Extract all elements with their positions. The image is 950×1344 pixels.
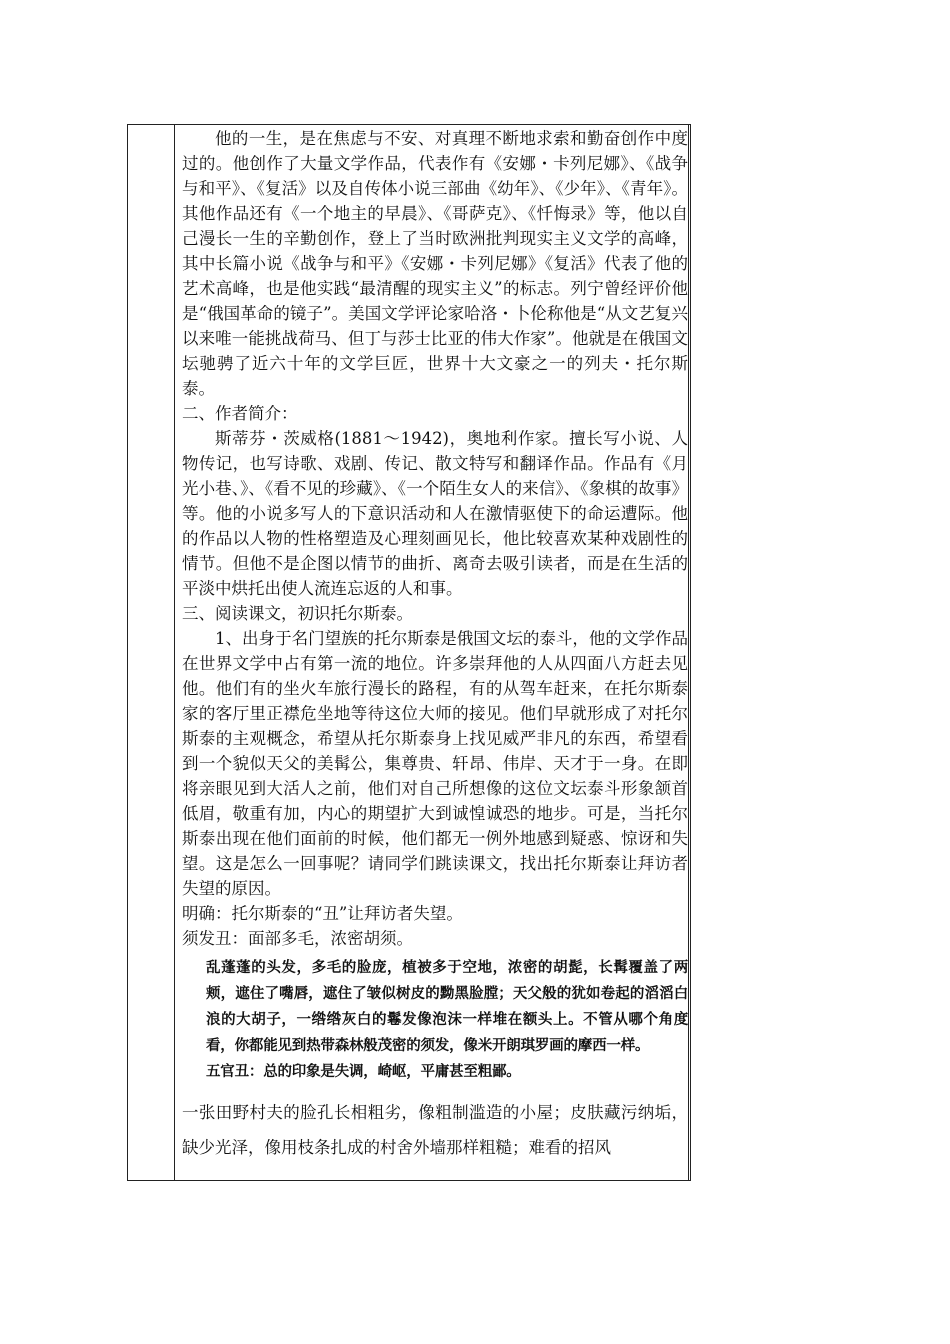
table-column-divider-right — [688, 125, 689, 1180]
paragraph-tolstoy-life: 他的一生，是在焦虑与不安、对真理不断地求索和勤奋创作中度过的。他创作了大量文学作品，代表作有《安娜・卡列尼娜》、《战争与和平》、《复活》以及自传体小说三部曲《幼年》、《少年》、《青年》。其他作品还有《一个地主的早晨》、《哥萨克》、《忏悔录》等，他以自己漫长一生的辛勤创作，登上了当时欧洲批判现实主义文学的高峰，其中长篇小说《战争与和平》《安娜・卡列尼娜》《复活》代表了他的艺术高峰，也是他实践“最清醒的现实主义”的标志。列宁曾经评价他是“俄国革命的镜子”。美国文学评论家哈洛・卜伦称他是“从文艺复兴以来唯一能挑战荷马、但丁与莎士比亚的伟大作家”。他就是在俄国文坛驰骋了近六十年的文学巨匠，世界十大文豪之一的列夫・托尔斯泰。 — [182, 129, 688, 398]
quoted-passage — [206, 955, 688, 1085]
quote-hair-description: 乱蓬蓬的头发，多毛的脸庞，植被多于空地，浓密的胡髭，长髯覆盖了两颊，遮住了嘴唇，遮住了皱似树皮的黝黑脸膛；天父般的犹如卷起的滔滔白浪的大胡子，一绺绺灰白的鬈发像泡沫一样堆在额头上。不管从哪个角度看，你都能见到热带森林般茂密的须发，像米开朗琪罗画的摩西一样。 — [206, 960, 688, 1054]
paragraph-zweig-intro: 斯蒂芬・茨威格(1881～1942)，奥地利作家。擅长写小说、人物传记，也写诗歌、戏剧、传记、散文特写和翻译作品。作品有《月光小巷、》、《看不见的珍藏》、《一个陌生女人的来信》、《象棋的故事》等。他的小说多写人的下意识活动和人在激情驱使下的命运遭际。他的作品以人物的性格塑造及心理刻画见长，他比较喜欢某种戏剧性的情节。但他不是企图以情节的曲折、离奇去吸引读者，而是在生活的平淡中烘托出使人流连忘返的人和事。 — [182, 429, 688, 598]
main-cell — [182, 126, 688, 1165]
paragraph-face-description: 一张田野村夫的脸孔长相粗劣，像粗制滥造的小屋；皮肤藏污纳垢，缺少光泽，像用枝条扎成的村舍外墙那样粗糙；难看的招风 — [182, 1103, 688, 1157]
paragraph-visitors: 1、出身于名门望族的托尔斯泰是俄国文坛的泰斗，他的文学作品在世界文学中占有第一流的地位。许多崇拜他的人从四面八方赶去见他。他们有的坐火车旅行漫长的路程，有的从驾车赶来，在托尔斯泰家的客厅里正襟危坐地等待这位大师的接见。他们早就形成了对托尔斯泰的主观概念，希望从托尔斯泰身上找见威严非凡的东西，希望看到一个貌似天父的美髯公，集尊贵、轩昂、伟岸、天才于一身。在即将亲眼见到大活人之前，他们对自己所想像的这位文坛泰斗形象颔首低眉，敬重有加，内心的期望扩大到诚惶诚恐的地步。可是，当托尔斯泰出现在他们面前的时候，他们都无一例外地感到疑惑、惊讶和失望。这是怎么一回事呢？请同学们跳读课文，找出托尔斯泰让拜访者失望的原因。 — [182, 629, 688, 898]
section-heading-author: 二、作者简介： — [182, 404, 298, 423]
quote-features-heading: 五官丑：总的印象是失调，崎岖，平庸甚至粗鄙。 — [206, 1064, 521, 1080]
section-heading-reading: 三、阅读课文，初识托尔斯泰。 — [182, 604, 413, 623]
answer-line: 明确：托尔斯泰的“丑”让拜访者失望。 — [182, 904, 463, 923]
table-column-divider-left — [174, 125, 175, 1180]
hair-ugly-line: 须发丑：面部多毛，浓密胡须。 — [182, 929, 413, 948]
